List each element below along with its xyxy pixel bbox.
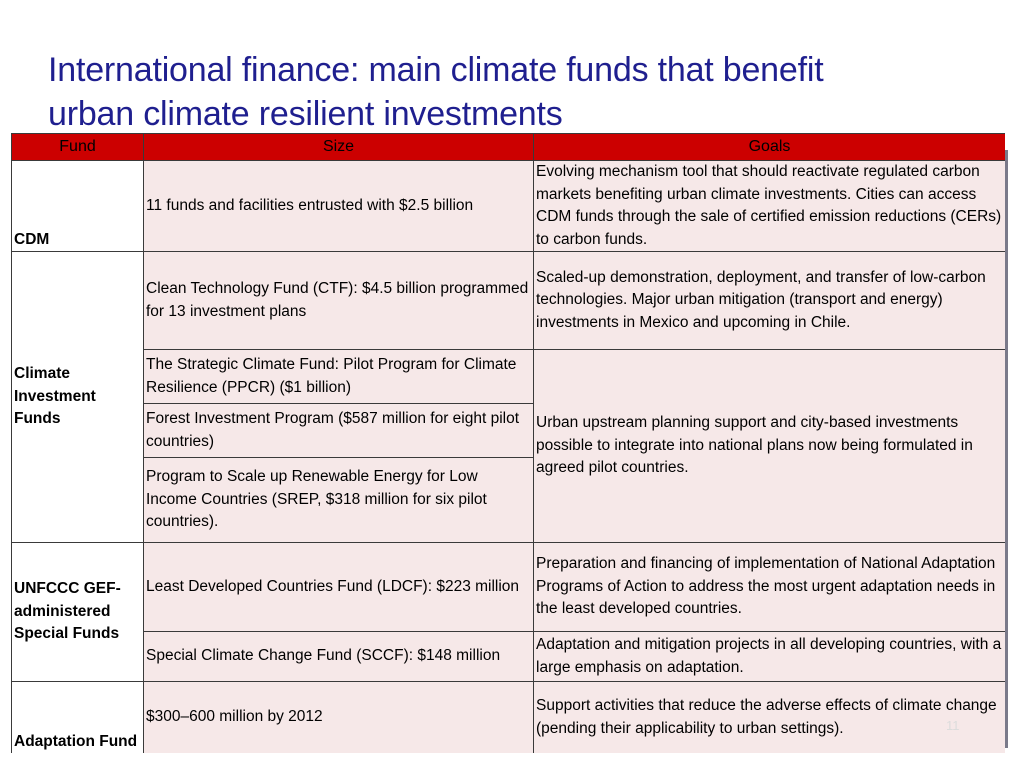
size-cell: Forest Investment Program ($587 million for eight pilot countries) [144,404,534,458]
header-row [12,134,1006,161]
size-cell: Least Developed Countries Fund (LDCF): $223 million [144,543,534,632]
size-cell: Program to Scale up Renewable Energy for Low Income Countries (SREP, $318 million for six pilot countries). [144,458,534,543]
table-row [12,350,1006,404]
fund-cell-adaptation-fund: Adaptation Fund [12,682,144,754]
header-goals: Goals [534,134,1006,161]
table-shadow [1005,150,1008,748]
page-number: 11 [946,718,960,733]
table-row [12,632,1006,682]
size-cell: 11 funds and facilities entrusted with $2.5 billion [144,161,534,252]
goal-cell: Scaled-up demonstration, deployment, and transfer of low-carbon technologies. Major urban mitigation (transport and energy) investments in Mexico and upcoming in Chile. [534,252,1006,350]
table-row [12,252,1006,350]
size-cell: The Strategic Climate Fund: Pilot Program for Climate Resilience (PPCR) ($1 billion) [144,350,534,404]
goal-cell: Evolving mechanism tool that should reactivate regulated carbon markets benefiting urban climate investments. Cities can access CDM funds through the sale of certified emission reductions (CERs) to carbon funds. [534,161,1006,252]
header-fund: Fund [12,134,144,161]
slide-title-line-1: International finance: main climate funds that benefit [48,51,824,89]
slide-title [48,48,988,136]
size-cell: Special Climate Change Fund (SCCF): $148 million [144,632,534,682]
header-size: Size [144,134,534,161]
goal-cell-shared: Urban upstream planning support and city-based investments possible to integrate into national plans now being formulated in agreed pilot countries. [534,350,1006,543]
table-row [12,543,1006,632]
size-cell: $300–600 million by 2012 [144,682,534,754]
goal-cell: Preparation and financing of implementation of National Adaptation Programs of Action to address the most urgent adaptation needs in the least developed countries. [534,543,1006,632]
size-cell: Clean Technology Fund (CTF): $4.5 billion programmed for 13 investment plans [144,252,534,350]
slide-title-line-2: urban climate resilient investments [48,95,563,133]
goal-cell: Adaptation and mitigation projects in all developing countries, with a large emphasis on adaptation. [534,632,1006,682]
fund-cell-cdm: CDM [12,161,144,252]
table-row [12,161,1006,252]
table-row [12,682,1006,754]
climate-funds-table [11,133,1005,753]
fund-cell-unfccc: UNFCCC GEF-administered Special Funds [12,543,144,682]
goal-cell: Support activities that reduce the adverse effects of climate change (pending their applicability to urban settings). [534,682,1006,754]
climate-funds-table-container [11,133,1005,753]
fund-cell-climate-investment-funds: Climate Investment Funds [12,252,144,543]
